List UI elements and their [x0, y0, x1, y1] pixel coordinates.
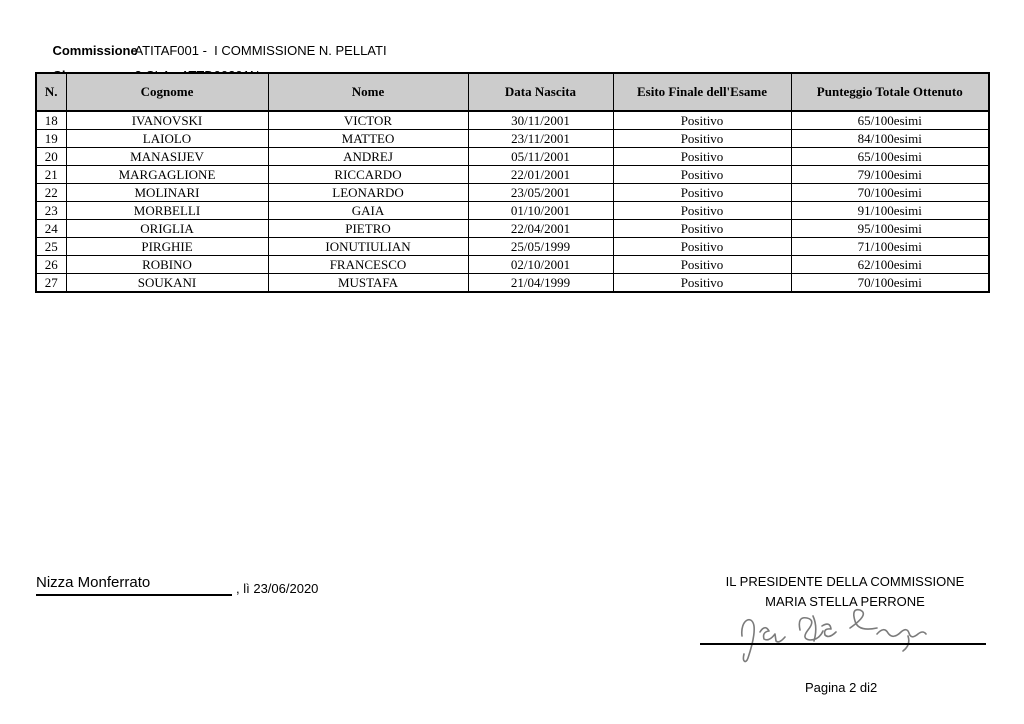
table-cell: Positivo	[613, 130, 791, 148]
table-cell: 62/100esimi	[791, 256, 989, 274]
table-cell: 22/01/2001	[468, 166, 613, 184]
commissione-value: ATITAF001 - I COMMISSIONE N. PELLATI	[134, 43, 387, 58]
table-cell: Positivo	[613, 166, 791, 184]
table-row	[36, 111, 989, 130]
table-cell: MUSTAFA	[268, 274, 468, 293]
table-row	[36, 220, 989, 238]
table-cell: 65/100esimi	[791, 148, 989, 166]
table-cell: 21	[36, 166, 66, 184]
table-cell: ORIGLIA	[66, 220, 268, 238]
table-row	[36, 130, 989, 148]
place-name: Nizza Monferrato	[36, 574, 232, 596]
table-cell: 25	[36, 238, 66, 256]
table-cell: PIETRO	[268, 220, 468, 238]
table-cell: Positivo	[613, 238, 791, 256]
table-cell: 23/11/2001	[468, 130, 613, 148]
table-row	[36, 256, 989, 274]
table-cell: 19	[36, 130, 66, 148]
table-cell: 65/100esimi	[791, 111, 989, 130]
table-cell: 23/05/2001	[468, 184, 613, 202]
table-cell: Positivo	[613, 184, 791, 202]
table-cell: IONUTIULIAN	[268, 238, 468, 256]
table-body	[36, 111, 989, 292]
table-cell: 91/100esimi	[791, 202, 989, 220]
table-cell: 70/100esimi	[791, 184, 989, 202]
column-header: Punteggio Totale Ottenuto	[791, 73, 989, 111]
president-title: IL PRESIDENTE DELLA COMMISSIONE	[725, 574, 965, 589]
table-cell: 71/100esimi	[791, 238, 989, 256]
table-cell: 05/11/2001	[468, 148, 613, 166]
table-cell: 95/100esimi	[791, 220, 989, 238]
table-cell: 01/10/2001	[468, 202, 613, 220]
table-cell: LEONARDO	[268, 184, 468, 202]
table-cell: 20	[36, 148, 66, 166]
handwritten-signature-icon	[712, 606, 962, 664]
table-row	[36, 274, 989, 293]
table-header	[36, 73, 989, 111]
table-row	[36, 184, 989, 202]
signature-line	[700, 643, 986, 645]
table-cell: RICCARDO	[268, 166, 468, 184]
page-number: Pagina 2 di2	[805, 680, 878, 695]
table-header-row	[36, 73, 989, 111]
commissione-label: Commissione	[52, 43, 138, 58]
column-header: N.	[36, 73, 66, 111]
table-cell: IVANOVSKI	[66, 111, 268, 130]
table-cell: 02/10/2001	[468, 256, 613, 274]
president-name: MARIA STELLA PERRONE	[765, 594, 925, 609]
table-cell: Positivo	[613, 111, 791, 130]
table-cell: FRANCESCO	[268, 256, 468, 274]
table-cell: 18	[36, 111, 66, 130]
president-block	[700, 574, 990, 609]
table-cell: VICTOR	[268, 111, 468, 130]
table-row	[36, 148, 989, 166]
date-line: , lì 23/06/2020	[236, 581, 319, 596]
table-cell: MATTEO	[268, 130, 468, 148]
column-header: Esito Finale dell'Esame	[613, 73, 791, 111]
table-cell: 26	[36, 256, 66, 274]
table-cell: LAIOLO	[66, 130, 268, 148]
table-cell: 24	[36, 220, 66, 238]
table-cell: 79/100esimi	[791, 166, 989, 184]
table-row	[36, 238, 989, 256]
table-row	[36, 202, 989, 220]
table-cell: Positivo	[613, 220, 791, 238]
table-cell: 22/04/2001	[468, 220, 613, 238]
table-cell: MORBELLI	[66, 202, 268, 220]
table-cell: SOUKANI	[66, 274, 268, 293]
column-header: Nome	[268, 73, 468, 111]
table-cell: 27	[36, 274, 66, 293]
column-header: Cognome	[66, 73, 268, 111]
table-cell: 30/11/2001	[468, 111, 613, 130]
table-cell: 25/05/1999	[468, 238, 613, 256]
table-cell: Positivo	[613, 274, 791, 293]
table-cell: GAIA	[268, 202, 468, 220]
table-cell: 23	[36, 202, 66, 220]
table-cell: MANASIJEV	[66, 148, 268, 166]
table-cell: MOLINARI	[66, 184, 268, 202]
table-cell: PIRGHIE	[66, 238, 268, 256]
table-row	[36, 166, 989, 184]
results-table	[35, 72, 990, 293]
table-cell: Positivo	[613, 148, 791, 166]
table-cell: 22	[36, 184, 66, 202]
table-cell: ANDREJ	[268, 148, 468, 166]
table-cell: 21/04/1999	[468, 274, 613, 293]
column-header: Data Nascita	[468, 73, 613, 111]
table-cell: 70/100esimi	[791, 274, 989, 293]
table-cell: ROBINO	[66, 256, 268, 274]
table-cell: MARGAGLIONE	[66, 166, 268, 184]
table-cell: Positivo	[613, 256, 791, 274]
table-cell: Positivo	[613, 202, 791, 220]
table-cell: 84/100esimi	[791, 130, 989, 148]
place-date-line	[36, 574, 318, 596]
